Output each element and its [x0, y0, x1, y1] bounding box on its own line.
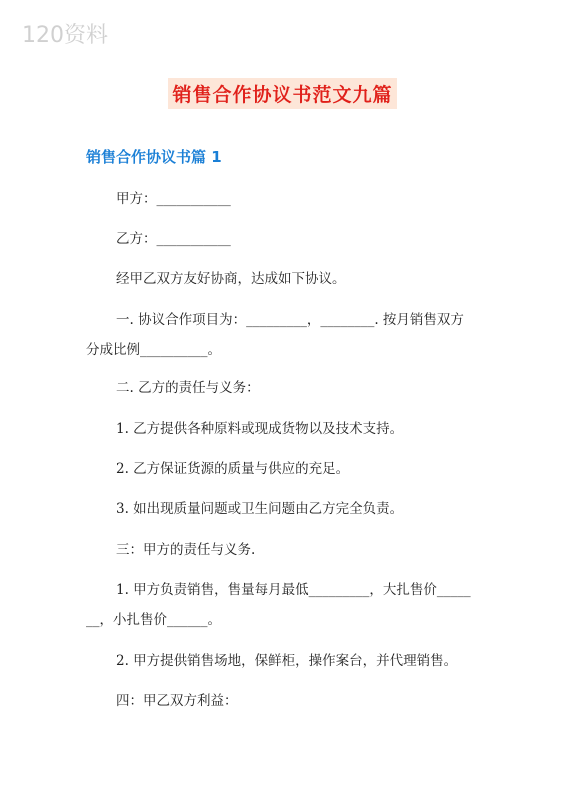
clause-2-item-3: 3. 如出现质量问题或卫生问题由乙方完全负责。 — [116, 501, 404, 517]
clause-1-line-1: 一. 协议合作项目为：_________，________. 按月销售双方 — [116, 312, 464, 328]
section-heading: 销售合作协议书篇 1 — [86, 148, 222, 166]
party-a-line: 甲方：___________ — [116, 191, 231, 207]
party-b-line: 乙方：___________ — [116, 231, 231, 247]
watermark: 120资料 — [22, 23, 108, 48]
clause-1-line-2: 分成比例__________。 — [86, 342, 221, 358]
clause-3-heading: 三：甲方的责任与义务. — [116, 542, 256, 558]
title-container — [0, 78, 565, 109]
clause-3-item-1-line-2: __，小扎售价______。 — [86, 612, 221, 628]
clause-4-heading: 四：甲乙双方利益： — [116, 693, 238, 709]
clause-2-heading: 二. 乙方的责任与义务： — [116, 380, 260, 396]
clause-3-item-1-line-1: 1. 甲方负责销售，售量每月最低_________，大扎售价_____ — [116, 582, 471, 598]
clause-2-item-2: 2. 乙方保证货源的质量与供应的充足。 — [116, 461, 350, 477]
document-title: 销售合作协议书范文九篇 — [168, 78, 396, 109]
clause-3-item-2: 2. 甲方提供销售场地，保鲜柜，操作案台，并代理销售。 — [116, 653, 458, 669]
clause-2-item-1: 1. 乙方提供各种原料或现成货物以及技术支持。 — [116, 421, 404, 437]
agreement-intro: 经甲乙双方友好协商，达成如下协议。 — [116, 271, 346, 287]
